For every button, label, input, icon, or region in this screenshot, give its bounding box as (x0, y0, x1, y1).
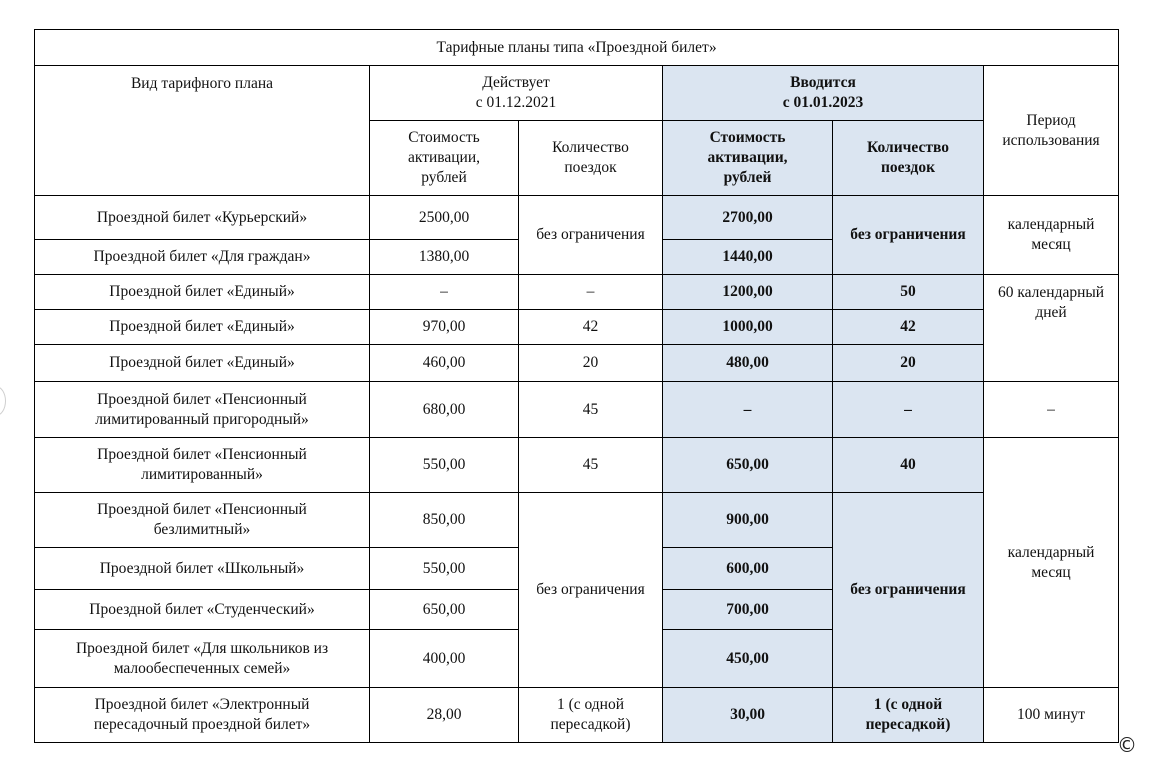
row-current-cost: 650,00 (370, 590, 519, 630)
row-new-trips: без ограничения (833, 196, 984, 275)
row-period: календарный месяц (984, 438, 1119, 688)
row-current-trips: 20 (519, 345, 663, 382)
row-plan-name: Проездной билет «Для граждан» (35, 240, 370, 275)
row-current-cost: 970,00 (370, 310, 519, 345)
header-new-activation-cost: Стоимость активации, рублей (663, 121, 833, 196)
row-plan-name: Проездной билет «Школьный» (35, 548, 370, 590)
header-current-trips: Количество поездок (519, 121, 663, 196)
table-row (35, 493, 1119, 548)
header-current: Действует с 01.12.2021 (370, 66, 663, 121)
row-new-trips: 1 (с одной пересадкой) (833, 688, 984, 743)
row-period: – (984, 382, 1119, 438)
edge-scroll-handle (0, 386, 6, 416)
row-new-trips: 50 (833, 275, 984, 310)
row-plan-name: Проездной билет «Единый» (35, 310, 370, 345)
tariff-plans-table (34, 29, 1119, 743)
row-plan-name: Проездной билет «Пенсионный безлимитный» (35, 493, 370, 548)
copyright-icon: © (1117, 733, 1137, 757)
row-current-cost: 28,00 (370, 688, 519, 743)
header-row-1 (35, 66, 1119, 121)
header-new-trips: Количество поездок (833, 121, 984, 196)
row-current-trips: без ограничения (519, 196, 663, 275)
header-plan-type: Вид тарифного плана (35, 66, 370, 196)
row-new-cost: 480,00 (663, 345, 833, 382)
row-plan-name: Проездной билет «Студенческий» (35, 590, 370, 630)
row-period: 60 календарный дней (984, 275, 1119, 382)
header-period: Период использования (984, 66, 1119, 196)
row-new-cost: 30,00 (663, 688, 833, 743)
row-current-trips: 42 (519, 310, 663, 345)
row-period: календарный месяц (984, 196, 1119, 275)
title-row (35, 30, 1119, 66)
row-current-cost: 460,00 (370, 345, 519, 382)
row-current-cost: 1380,00 (370, 240, 519, 275)
row-new-cost: 650,00 (663, 438, 833, 493)
header-new: Вводится с 01.01.2023 (663, 66, 984, 121)
row-new-cost: – (663, 382, 833, 438)
row-new-cost: 700,00 (663, 590, 833, 630)
table-title: Тарифные планы типа «Проездной билет» (35, 30, 1119, 66)
header-current-activation-cost: Стоимость активации, рублей (370, 121, 519, 196)
row-plan-name: Проездной билет «Для школьников из малообеспеченных семей» (35, 630, 370, 688)
row-current-trips: без ограничения (519, 493, 663, 688)
row-plan-name: Проездной билет «Единый» (35, 345, 370, 382)
row-new-trips: 42 (833, 310, 984, 345)
row-plan-name: Проездной билет «Пенсионный лимитированный пригородный» (35, 382, 370, 438)
row-current-cost: 400,00 (370, 630, 519, 688)
row-current-trips: 45 (519, 382, 663, 438)
row-new-trips: 40 (833, 438, 984, 493)
row-new-cost: 1200,00 (663, 275, 833, 310)
row-current-trips: 1 (с одной пересадкой) (519, 688, 663, 743)
row-new-cost: 900,00 (663, 493, 833, 548)
row-new-trips: – (833, 382, 984, 438)
table-row (35, 382, 1119, 438)
row-plan-name: Проездной билет «Единый» (35, 275, 370, 310)
table-row (35, 310, 1119, 345)
table-row (35, 345, 1119, 382)
row-new-cost: 1440,00 (663, 240, 833, 275)
row-current-cost: 850,00 (370, 493, 519, 548)
table-row (35, 438, 1119, 493)
row-new-cost: 2700,00 (663, 196, 833, 240)
row-new-trips: 20 (833, 345, 984, 382)
row-plan-name: Проездной билет «Пенсионный лимитированный» (35, 438, 370, 493)
row-current-cost: 2500,00 (370, 196, 519, 240)
row-new-cost: 450,00 (663, 630, 833, 688)
row-new-cost: 600,00 (663, 548, 833, 590)
row-new-trips: без ограничения (833, 493, 984, 688)
table-row (35, 196, 1119, 240)
table-row (35, 688, 1119, 743)
row-current-cost: 550,00 (370, 438, 519, 493)
row-current-cost: 550,00 (370, 548, 519, 590)
row-current-trips: 45 (519, 438, 663, 493)
row-plan-name: Проездной билет «Курьерский» (35, 196, 370, 240)
row-new-cost: 1000,00 (663, 310, 833, 345)
table-row (35, 275, 1119, 310)
row-period: 100 минут (984, 688, 1119, 743)
row-current-cost: – (370, 275, 519, 310)
row-current-trips: – (519, 275, 663, 310)
row-current-cost: 680,00 (370, 382, 519, 438)
row-plan-name: Проездной билет «Электронный пересадочный проездной билет» (35, 688, 370, 743)
